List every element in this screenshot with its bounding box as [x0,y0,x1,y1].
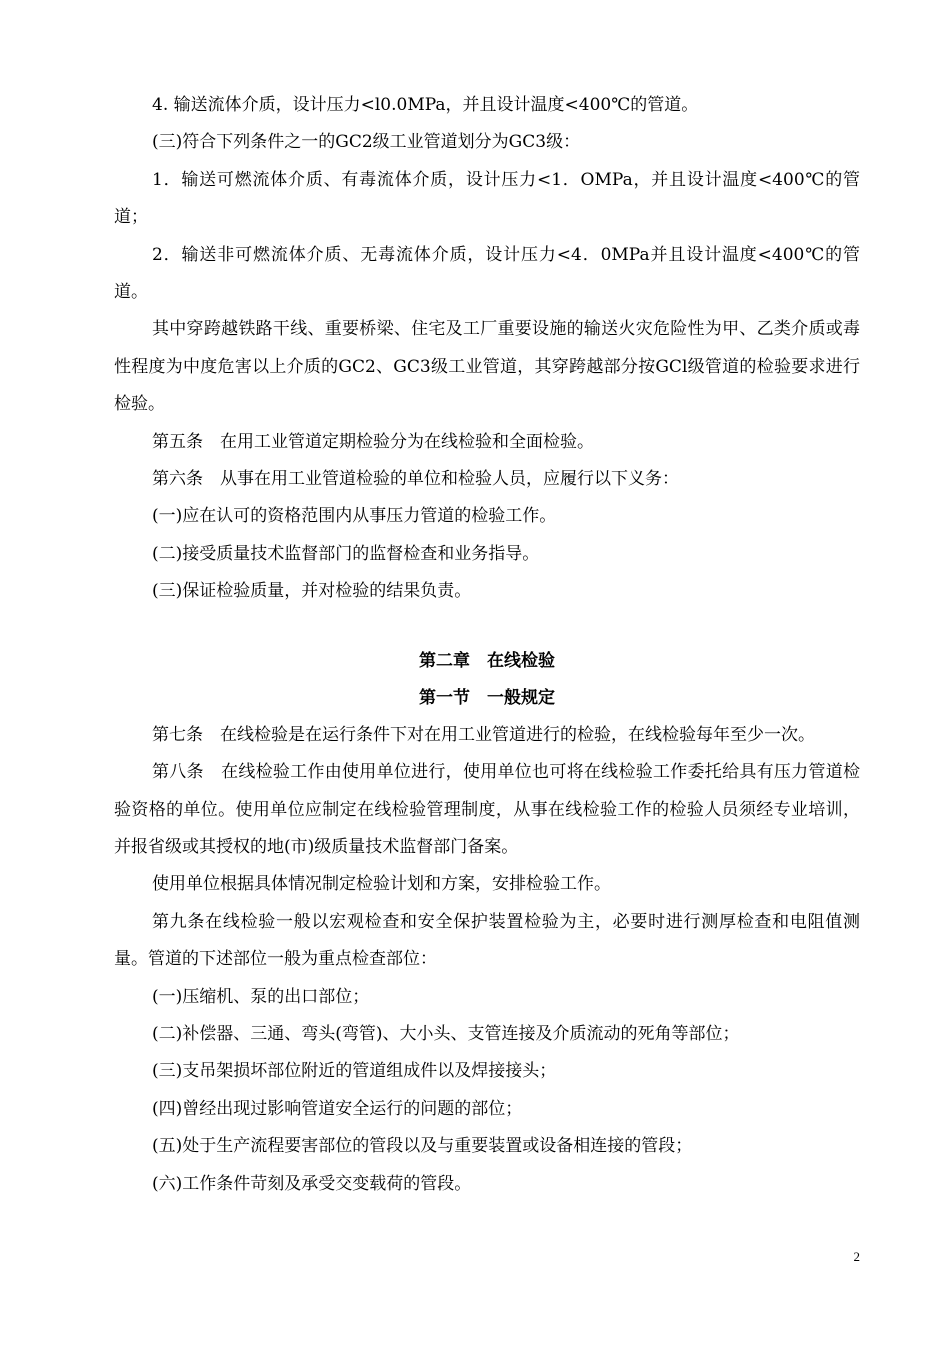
paragraph-article-7: 第七条 在线检验是在运行条件下对在用工业管道进行的检验，在线检验每年至少一次。 [152,724,815,745]
paragraph-class-4: 4. 输送流体介质，设计压力<l0.0MPa，并且设计温度<400℃的管道。 [152,95,699,115]
paragraph-article-9-item-4: (四)曾经出现过影响管道安全运行的问题的部位； [152,1098,523,1119]
paragraph-article-6: 第六条 从事在用工业管道检验的单位和检验人员，应履行以下义务： [152,469,679,490]
paragraph-crossing-note: 其中穿跨越铁路干线、重要桥梁、住宅及工厂重要设施的输送火灾危险性为甲、乙类介质或毒性程度为中度危害以上介质的GC2、GC3级工业管道，其穿跨越部分按GCl级管道的检验要求进行检验。 [114,319,860,415]
chapter-title: 第二章 在线检验 [419,650,555,671]
paragraph-article-9: 第九条在线检验一般以宏观检查和安全保护装置检验为主，必要时进行测厚检查和电阻值测量。管道的下述部位一般为重点检查部位： [114,911,860,970]
paragraph-article-9-item-5: (五)处于生产流程要害部位的管段以及与重要装置或设备相连接的管段； [152,1136,693,1157]
paragraph-article-9-item-2: (二)补偿器、三通、弯头(弯管)、大小头、支管连接及介质流动的死角等部位； [152,1023,740,1044]
paragraph-gc3-item-1: 1．输送可燃流体介质、有毒流体介质，设计压力<1．OMPa，并且设计温度<400℃的管道； [114,169,860,228]
document-body [114,87,860,1203]
heading-spacer [114,611,860,643]
paragraph-article-9-item-3: (三)支吊架损坏部位附近的管道组成件以及焊接接头； [152,1061,557,1082]
paragraph-inspection-plan: 使用单位根据具体情况制定检验计划和方案，安排检验工作。 [152,874,611,895]
page-number: 2 [853,1249,860,1264]
paragraph-article-6-item-3: (三)保证检验质量，并对检验的结果负责。 [152,581,472,602]
paragraph-article-5: 第五条 在用工业管道定期检验分为在线检验和全面检验。 [152,431,594,452]
paragraph-article-6-item-1: (一)应在认可的资格范围内从事压力管道的检验工作。 [152,506,557,527]
paragraph-article-9-item-1: (一)压缩机、泵的出口部位； [152,986,370,1007]
paragraph-article-6-item-2: (二)接受质量技术监督部门的监督检查和业务指导。 [152,543,540,564]
paragraph-gc3-item-2: 2．输送非可燃流体介质、无毒流体介质，设计压力<4．0MPa并且设计温度<400℃的管道。 [114,244,860,303]
paragraph-gc3-criteria: (三)符合下列条件之一的GC2级工业管道划分为GC3级： [152,132,581,153]
paragraph-article-9-item-6: (六)工作条件苛刻及承受交变载荷的管段。 [152,1173,472,1194]
section-title: 第一节 一般规定 [419,687,555,708]
paragraph-article-8: 第八条 在线检验工作由使用单位进行，使用单位也可将在线检验工作委托给具有压力管道检验资格的单位。使用单位应制定在线检验管理制度，从事在线检验工作的检验人员须经专业培训，并报省级或其授权的地(市)级质量技术监督部门备案。 [114,762,860,857]
